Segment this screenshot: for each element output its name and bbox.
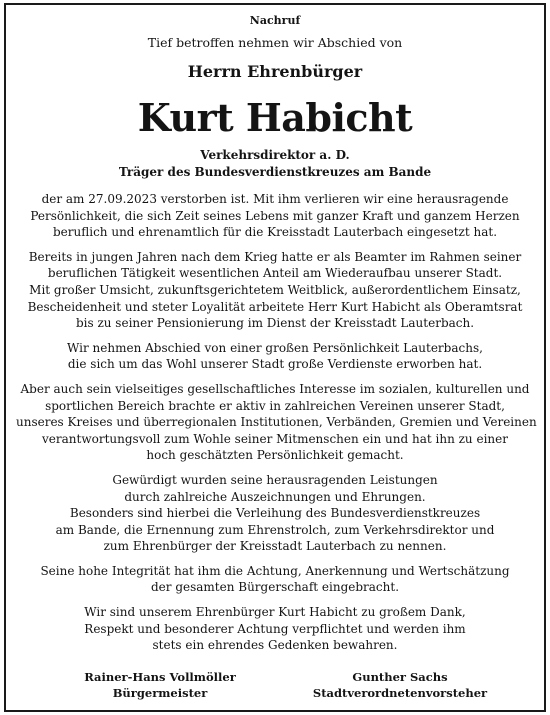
signer-role: Bürgermeister [112,686,208,700]
paragraph-line: hoch geschätzten Persönlichkeit gemacht. [146,448,404,463]
paragraph-line: Wir nehmen Abschied von einer großen Persönlichkeit Lauterbachs, [67,340,483,355]
paragraph-line: Wir sind unserem Ehrenbürger Kurt Habicht zu großem Dank, [84,605,466,620]
paragraph-line: Mit großer Umsicht, zukunftsgerichtetem Weitblick, außerordentlichem Einsatz, [29,282,521,297]
paragraph-line: Respekt und besonderer Achtung verpflichtet und werden ihm [84,621,466,636]
body-paragraph [16,472,534,555]
paragraph-line: die sich um das Wohl unserer Stadt große Verdienste erworben hat. [67,357,483,372]
body-paragraph [16,563,534,596]
paragraph-line: zum Ehrenbürger der Kreisstadt Lauterbach zu nennen. [103,539,447,554]
title-line: Träger des Bundesverdienstkreuzes am Bande [118,165,432,179]
signer-name: Gunther Sachs [352,670,448,684]
paragraph-line: Bescheidenheit und steter Loyalität arbeitete Herr Kurt Habicht als Oberamtsrat [27,299,523,314]
body-paragraph [16,249,534,332]
paragraph-line: durch zahlreiche Auszeichnungen und Ehrungen. [124,489,426,504]
paragraph-line: Persönlichkeit, die sich Zeit seines Lebens mit ganzer Kraft und ganzem Herzen [30,208,520,223]
signer-role: Stadtverordnetenvorsteher [312,686,488,700]
paragraph-line: stets ein ehrendes Gedenken bewahren. [152,638,398,653]
notice-heading: Nachruf [249,14,301,27]
notice-body [16,191,537,662]
honorary-titles [0,147,550,181]
paragraph-line: verantwortungsvoll zum Wohle seiner Mitmenschen ein und hat ihn zu einer [42,431,508,446]
body-paragraph [16,381,537,464]
paragraph-line: beruflichen Tätigkeit wesentlichen Anteil am Wiederaufbau unserer Stadt. [47,266,503,281]
paragraph-line: Seine hohe Integrität hat ihm die Achtung, Anerkennung und Wertschätzung [40,563,510,578]
paragraph-line: sportlichen Bereich brachte er aktiv in zahlreichen Vereinen unserer Stadt, [45,398,505,413]
paragraph-line: Bereits in jungen Jahren nach dem Krieg hatte er als Beamter im Rahmen seiner [28,249,522,264]
deceased-name: Kurt Habicht [137,95,413,140]
salutation: Herrn Ehrenbürger [187,62,363,81]
paragraph-line: unseres Kreises und überregionalen Institutionen, Verbänden, Gremien und Vereinen [16,415,537,430]
paragraph-line: der gesamten Bürgerschaft eingebracht. [150,580,400,595]
paragraph-line: Besonders sind hierbei die Verleihung des Bundesverdienstkreuzes [69,506,481,521]
signer-council-chair [300,669,500,701]
body-paragraph [16,191,534,241]
signer-name: Rainer-Hans Vollmöller [84,670,236,684]
paragraph-line: der am 27.09.2023 verstorben ist. Mit ihm verlieren wir eine herausragende [41,192,509,206]
paragraph-line: am Bande, die Ernennung zum Ehrenstrolch, zum Verkehrsdirektor und [55,522,495,537]
signer-mayor [70,669,250,701]
paragraph-line: Aber auch sein vielseitiges gesellschaftliches Interesse im sozialen, kulturellen und [20,381,530,396]
body-paragraph [16,604,534,654]
body-paragraph [16,340,534,373]
intro-line: Tief betroffen nehmen wir Abschied von [147,35,403,50]
paragraph-line: bis zu seiner Pensionierung im Dienst der Kreisstadt Lauterbach. [75,316,475,331]
paragraph-line: Gewürdigt wurden seine herausragenden Leistungen [112,472,438,487]
paragraph-line: beruflich und ehrenamtlich für die Kreisstadt Lauterbach eingesetzt hat. [52,225,498,240]
title-line: Verkehrsdirektor a. D. [200,148,350,162]
